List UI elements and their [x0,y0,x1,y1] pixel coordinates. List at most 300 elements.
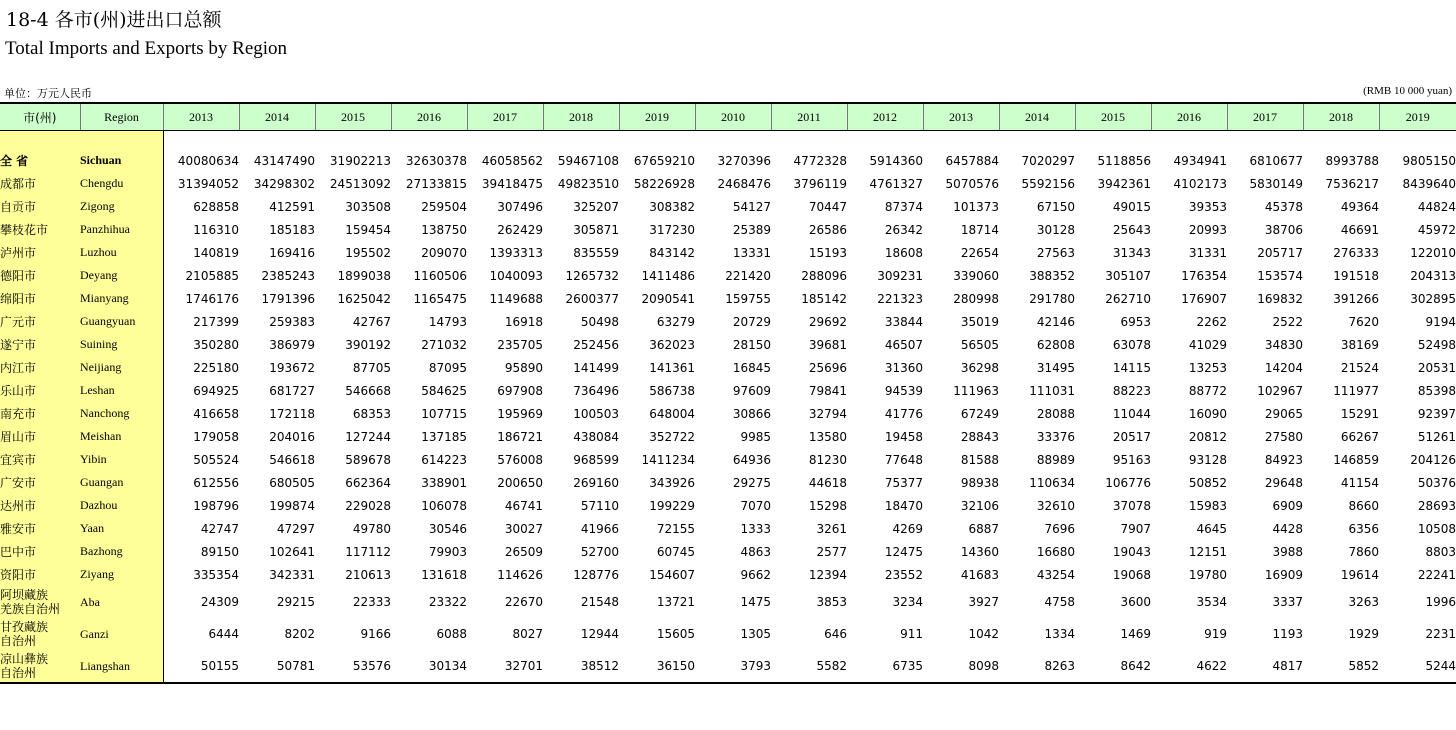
table-row [0,402,1456,425]
header-year: 2017 [1227,103,1303,131]
value-cell: 27580 [1264,429,1303,444]
value-cell: 14204 [1264,360,1303,375]
table-row [0,241,1456,264]
spacer-cell [239,131,315,150]
region-name-en: Yibin [80,448,163,471]
table-title-cn: 18-4 各市(州)进出口总额 [6,9,222,31]
value-cell: 49015 [1112,199,1151,214]
value-cell: 195969 [497,406,543,421]
value-cell: 33844 [884,314,923,329]
value-cell: 1160506 [413,268,467,283]
region-name-en: Bazhong [80,540,163,563]
value-cell: 6909 [1272,498,1303,513]
value-cell: 2262 [1196,314,1227,329]
value-cell: 1411234 [641,452,695,467]
value-cell: 3337 [1272,595,1303,609]
value-cell: 3927 [968,595,999,609]
region-name-cn: 绵阳市 [0,287,80,310]
region-name-cn: 自贡市 [0,195,80,218]
value-cell: 45378 [1264,199,1303,214]
value-cell: 7070 [740,498,771,513]
value-cell: 34830 [1264,337,1303,352]
value-cell: 8202 [284,627,315,641]
value-cell: 29275 [732,475,771,490]
value-cell: 176354 [1181,268,1227,283]
value-cell: 140819 [193,245,239,260]
spacer-cell [0,131,80,150]
value-cell: 6735 [847,650,923,683]
value-cell: 19068 [1112,567,1151,582]
value-cell: 259383 [269,314,315,329]
table-row [0,195,1456,218]
value-cell: 33376 [1036,429,1075,444]
region-name-en: Luzhou [80,241,163,264]
region-name-en: Ganzi [80,618,163,650]
value-cell: 46691 [1340,222,1379,237]
value-cell: 612556 [193,475,239,490]
value-cell: 28150 [732,337,771,352]
value-cell: 88223 [1112,383,1151,398]
spacer-cell [999,131,1075,150]
value-cell: 305107 [1105,268,1151,283]
value-cell: 9805150 [1402,153,1456,168]
value-cell: 646 [824,627,847,641]
value-cell: 14793 [428,314,467,329]
value-cell: 7696 [1044,521,1075,536]
table-title-en: Total Imports and Exports by Region [5,38,288,59]
value-cell: 111963 [953,383,999,398]
value-cell: 262429 [497,222,543,237]
value-cell: 1149688 [489,291,543,306]
value-cell: 98938 [960,475,999,490]
value-cell: 56505 [960,337,999,352]
value-cell: 7020297 [1021,153,1075,168]
value-cell: 3263 [1348,595,1379,609]
value-cell: 252456 [573,337,619,352]
header-year: 2010 [695,103,771,131]
value-cell: 309231 [877,268,923,283]
value-cell: 7860 [1348,544,1379,559]
value-cell: 159755 [725,291,771,306]
region-name-cn [0,618,80,650]
value-cell: 25696 [808,360,847,375]
value-cell: 32610 [1036,498,1075,513]
value-cell: 1165475 [413,291,467,306]
value-cell: 576008 [497,452,543,467]
value-cell: 26342 [884,222,923,237]
value-cell: 25389 [732,222,771,237]
header-year: 2015 [315,103,391,131]
header-year: 2018 [1303,103,1379,131]
value-cell: 325207 [573,199,619,214]
value-cell: 77648 [884,452,923,467]
value-cell: 505524 [193,452,239,467]
value-cell: 350280 [193,337,239,352]
value-cell: 37078 [1112,498,1151,513]
region-name-en: Deyang [80,264,163,287]
spacer-cell [163,131,239,150]
value-cell: 58226928 [633,176,695,191]
value-cell: 16845 [732,360,771,375]
spacer-cell [1075,131,1151,150]
unit-label-en: (RMB 10 000 yuan) [1363,85,1452,97]
value-cell: 87095 [428,360,467,375]
value-cell: 93128 [1188,452,1227,467]
value-cell: 229028 [345,498,391,513]
value-cell: 3261 [816,521,847,536]
value-cell: 127244 [345,429,391,444]
value-cell: 4622 [1151,650,1227,683]
value-cell: 288096 [801,268,847,283]
value-cell: 4645 [1196,521,1227,536]
region-name-en: Chengdu [80,172,163,195]
value-cell: 352722 [649,429,695,444]
value-cell: 79841 [808,383,847,398]
value-cell: 9194 [1425,314,1456,329]
region-name-cn: 巴中市 [0,540,80,563]
region-name-cn [0,586,80,618]
value-cell: 87705 [352,360,391,375]
region-name-cn: 乐山市 [0,379,80,402]
value-cell: 209070 [421,245,467,260]
value-cell: 8642 [1075,650,1151,683]
value-cell: 23322 [428,595,467,609]
region-name-en: Sichuan [80,149,163,172]
value-cell: 38706 [1264,222,1303,237]
value-cell: 3270396 [717,153,771,168]
value-cell: 36298 [960,360,999,375]
spacer-cell [1151,131,1227,150]
region-name-cn-line: 阿坝藏族 [0,588,49,602]
spacer-cell [695,131,771,150]
value-cell: 1040093 [489,268,543,283]
value-cell: 20517 [1112,429,1151,444]
header-row [0,103,1456,131]
region-name-cn-line: 自治州 [0,634,37,648]
region-name-cn: 达州市 [0,494,80,517]
value-cell: 303508 [345,199,391,214]
value-cell: 30128 [1036,222,1075,237]
value-cell: 26509 [504,544,543,559]
spacer-cell [543,131,619,150]
value-cell: 5592156 [1021,176,1075,191]
value-cell: 1929 [1348,627,1379,641]
region-name-cn: 德阳市 [0,264,80,287]
value-cell: 259504 [421,199,467,214]
value-cell: 38169 [1340,337,1379,352]
value-cell: 89150 [200,544,239,559]
value-cell: 46058562 [481,153,543,168]
value-cell: 628858 [193,199,239,214]
value-cell: 546618 [269,452,315,467]
region-name-en: Liangshan [80,650,163,683]
value-cell: 29065 [1264,406,1303,421]
value-cell: 5830149 [1249,176,1303,191]
value-cell: 47297 [276,521,315,536]
value-cell: 271032 [421,337,467,352]
header-year: 2017 [467,103,543,131]
value-cell: 110634 [1029,475,1075,490]
value-cell: 5582 [771,650,847,683]
value-cell: 67659210 [633,153,695,168]
value-cell: 18608 [884,245,923,260]
region-name-cn-line: 羌族自治州 [0,602,61,616]
value-cell: 22333 [352,595,391,609]
value-cell: 29692 [808,314,847,329]
value-cell: 28693 [1417,498,1456,513]
value-cell: 2105885 [185,268,239,283]
region-name-en: Nanchong [80,402,163,425]
region-name-cn: 雅安市 [0,517,80,540]
value-cell: 338901 [421,475,467,490]
value-cell: 662364 [345,475,391,490]
value-cell: 21548 [580,595,619,609]
value-cell: 28843 [960,429,999,444]
header-year: 2015 [1075,103,1151,131]
value-cell: 116310 [193,222,239,237]
value-cell: 172118 [269,406,315,421]
region-name-cn: 广安市 [0,471,80,494]
value-cell: 62808 [1036,337,1075,352]
value-cell: 6088 [436,627,467,641]
value-cell: 42747 [200,521,239,536]
header-year: 2011 [771,103,847,131]
value-cell: 67249 [960,406,999,421]
value-cell: 6356 [1348,521,1379,536]
value-cell: 60745 [656,544,695,559]
value-cell: 29215 [276,595,315,609]
header-year: 2016 [391,103,467,131]
value-cell: 24513092 [329,176,391,191]
region-name-en: Guangan [80,471,163,494]
data-table [0,102,1456,684]
value-cell: 8027 [512,627,543,641]
value-cell: 694925 [193,383,239,398]
value-cell: 41776 [884,406,923,421]
value-cell: 138750 [421,222,467,237]
value-cell: 141499 [573,360,619,375]
value-cell: 131618 [421,567,467,582]
value-cell: 63279 [656,314,695,329]
value-cell: 291780 [1029,291,1075,306]
value-cell: 44824 [1417,199,1456,214]
value-cell: 390192 [345,337,391,352]
value-cell: 586738 [649,383,695,398]
value-cell: 50781 [239,650,315,683]
value-cell: 10508 [1417,521,1456,536]
header-year: 2016 [1151,103,1227,131]
table-row [0,563,1456,586]
value-cell: 185142 [801,291,847,306]
value-cell: 141361 [649,360,695,375]
region-name-en: Leshan [80,379,163,402]
value-cell: 280998 [953,291,999,306]
value-cell: 8439640 [1402,176,1456,191]
value-cell: 29648 [1264,475,1303,490]
value-cell: 49823510 [557,176,619,191]
region-name-cn: 攀枝花市 [0,218,80,241]
value-cell: 42767 [352,314,391,329]
value-cell: 697908 [497,383,543,398]
region-name-en: Ziyang [80,563,163,586]
value-cell: 88772 [1188,383,1227,398]
value-cell: 106776 [1105,475,1151,490]
value-cell: 6810677 [1249,153,1303,168]
value-cell: 302895 [1410,291,1456,306]
value-cell: 9985 [740,429,771,444]
table-row [0,264,1456,287]
region-name-cn: 成都市 [0,172,80,195]
table-row [0,471,1456,494]
value-cell: 51261 [1417,429,1456,444]
value-cell: 199229 [649,498,695,513]
spacer-cell [923,131,999,150]
value-cell: 11044 [1112,406,1151,421]
region-name-cn: 全 省 [0,149,80,172]
value-cell: 584625 [421,383,467,398]
value-cell: 32794 [808,406,847,421]
value-cell: 193672 [269,360,315,375]
region-name-en: Neijiang [80,356,163,379]
table-row [0,517,1456,540]
value-cell: 88989 [1036,452,1075,467]
table-row [0,494,1456,517]
value-cell: 13253 [1188,360,1227,375]
value-cell: 43254 [1036,567,1075,582]
value-cell: 72155 [656,521,695,536]
value-cell: 1996 [1425,595,1456,609]
spacer-cell [771,131,847,150]
spacer-cell [80,131,163,150]
value-cell: 31343 [1112,245,1151,260]
value-cell: 4772328 [793,153,847,168]
value-cell: 3234 [892,595,923,609]
value-cell: 26586 [808,222,847,237]
value-cell: 15983 [1188,498,1227,513]
value-cell: 15291 [1340,406,1379,421]
value-cell: 276333 [1333,245,1379,260]
value-cell: 100503 [573,406,619,421]
value-cell: 79903 [428,544,467,559]
value-cell: 6953 [1120,314,1151,329]
value-cell: 343926 [649,475,695,490]
region-name-cn-line: 凉山彝族 [0,652,49,666]
table-body [0,131,1456,684]
value-cell: 67150 [1036,199,1075,214]
value-cell: 1475 [740,595,771,609]
value-cell: 41154 [1340,475,1379,490]
header-year: 2014 [239,103,315,131]
value-cell: 3853 [816,595,847,609]
value-cell: 31360 [884,360,923,375]
value-cell: 41966 [580,521,619,536]
region-name-en: Aba [80,586,163,618]
value-cell: 75377 [884,475,923,490]
value-cell: 199874 [269,498,315,513]
value-cell: 339060 [953,268,999,283]
value-cell: 30027 [504,521,543,536]
unit-label-cn: 单位：万元人民币 [4,87,92,100]
value-cell: 117112 [345,544,391,559]
spacer-cell [1379,131,1456,150]
value-cell: 9662 [740,567,771,582]
value-cell: 968599 [573,452,619,467]
value-cell: 50852 [1188,475,1227,490]
value-cell: 412591 [269,199,315,214]
value-cell: 546668 [345,383,391,398]
value-cell: 94539 [884,383,923,398]
value-cell: 18470 [884,498,923,513]
spacer-cell [467,131,543,150]
value-cell: 1899038 [337,268,391,283]
value-cell: 1305 [740,627,771,641]
header-year: 2019 [1379,103,1456,131]
value-cell: 30546 [428,521,467,536]
value-cell: 19614 [1340,567,1379,582]
value-cell: 386979 [269,337,315,352]
value-cell: 185183 [269,222,315,237]
value-cell: 41683 [960,567,999,582]
region-name-cn [0,650,80,683]
value-cell: 680505 [269,475,315,490]
value-cell: 53576 [315,650,391,683]
value-cell: 843142 [649,245,695,260]
spacer-row [0,131,1456,150]
value-cell: 1334 [1044,627,1075,641]
value-cell: 335354 [193,567,239,582]
region-name-cn: 南充市 [0,402,80,425]
value-cell: 54127 [732,199,771,214]
value-cell: 30134 [391,650,467,683]
value-cell: 200650 [497,475,543,490]
header-year: 2013 [163,103,239,131]
table-row [0,379,1456,402]
value-cell: 3793 [695,650,771,683]
value-cell: 39681 [808,337,847,352]
value-cell: 204126 [1410,452,1456,467]
value-cell: 1469 [1120,627,1151,641]
value-cell: 221420 [725,268,771,283]
value-cell: 22670 [504,595,543,609]
value-cell: 32106 [960,498,999,513]
value-cell: 31495 [1036,360,1075,375]
value-cell: 92397 [1417,406,1456,421]
value-cell: 305871 [573,222,619,237]
value-cell: 835559 [573,245,619,260]
value-cell: 22654 [960,245,999,260]
value-cell: 102641 [269,544,315,559]
value-cell: 84923 [1264,452,1303,467]
value-cell: 1193 [1272,627,1303,641]
value-cell: 2522 [1272,314,1303,329]
value-cell: 269160 [573,475,619,490]
value-cell: 210613 [345,567,391,582]
value-cell: 46741 [504,498,543,513]
value-cell: 15298 [808,498,847,513]
value-cell: 49780 [352,521,391,536]
value-cell: 2090541 [641,291,695,306]
value-cell: 81230 [808,452,847,467]
value-cell: 2385243 [261,268,315,283]
header-region-cn: 市(州) [0,103,80,131]
spacer-cell [847,131,923,150]
value-cell: 648004 [649,406,695,421]
value-cell: 362023 [649,337,695,352]
value-cell: 4269 [892,521,923,536]
value-cell: 4102173 [1173,176,1227,191]
value-cell: 39353 [1188,199,1227,214]
value-cell: 225180 [193,360,239,375]
